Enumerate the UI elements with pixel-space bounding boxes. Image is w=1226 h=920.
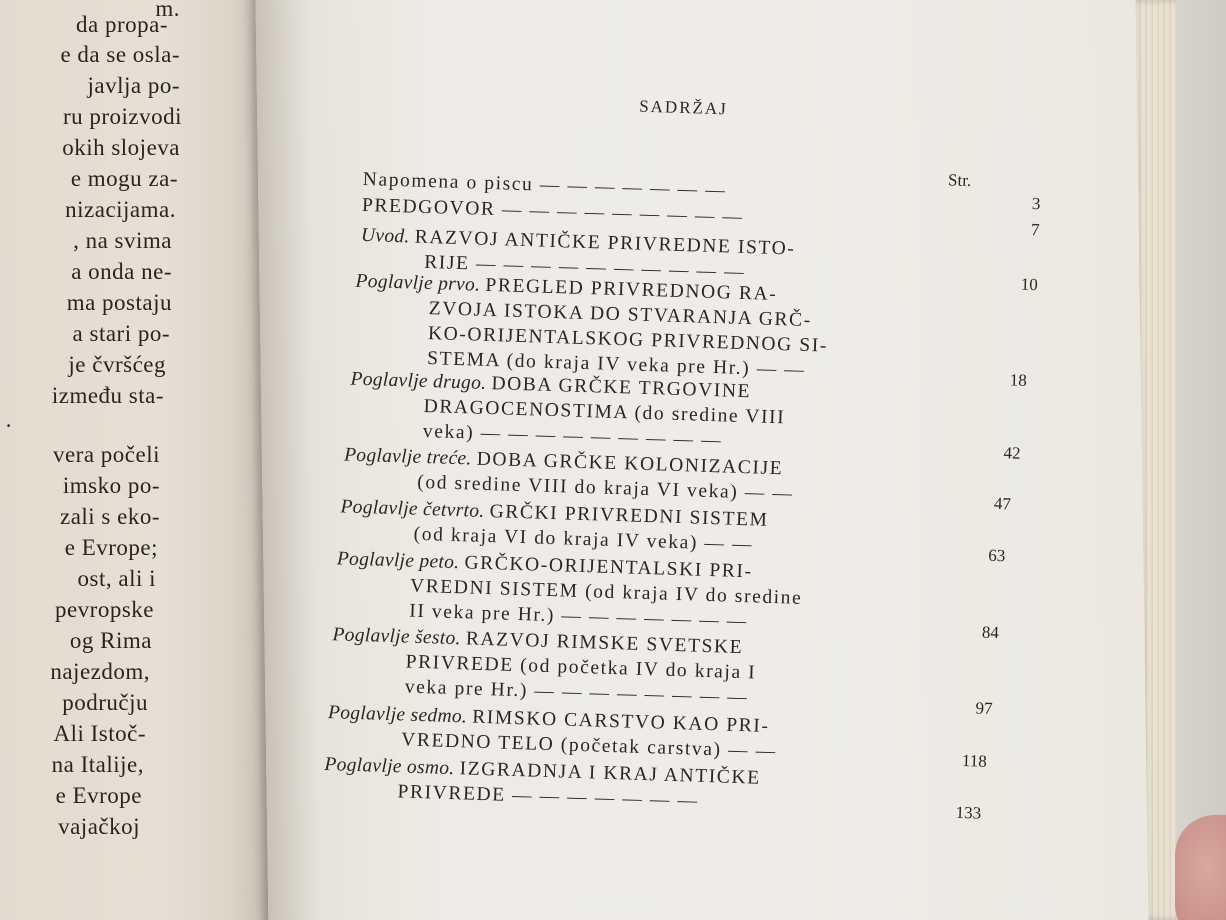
toc-entry-prefix: Poglavlje prvo. — [355, 270, 486, 296]
toc-entry-page: 84 — [981, 622, 1000, 643]
toc-entry-line: KO-ORIJENTALSKOG PRIVREDNOG SI- — [427, 323, 829, 357]
left-page-line: ost, ali i — [77, 566, 156, 591]
left-page-line: a stari po- — [72, 321, 170, 346]
toc-entry-page: 97 — [975, 698, 993, 718]
toc-entry-line: veka) — — — — — — — — — — [422, 420, 723, 452]
toc-entry-page: 10 — [1020, 274, 1039, 295]
left-page-line: ru proizvodi — [62, 104, 182, 129]
toc-entry-line: PRIVREDE (od početka IV do kraja I — [405, 651, 757, 684]
toc-entry-prefix: Poglavlje osmo. — [324, 754, 461, 780]
left-page-line: da propa- — [76, 12, 168, 37]
toc-title: SADRŽAJ — [638, 96, 729, 119]
toc-entry-prefix: Poglavlje sedmo. — [327, 702, 473, 728]
toc-entry-line: DRAGOCENOSTIMA (do sredine VIII — [423, 395, 786, 429]
toc-entry-prefix: Poglavlje treće. — [343, 444, 478, 470]
toc-entry-line: Napomena o piscu — — — — — — — — [362, 168, 727, 202]
toc-entry-page: 3 — [1031, 193, 1041, 214]
left-page-line: vera počeli — [52, 442, 160, 467]
toc-entry-line: DOBA GRČKE KOLONIZACIJE — [476, 448, 784, 480]
finger — [1175, 815, 1226, 920]
toc-entry-page: 118 — [961, 751, 988, 771]
toc-entry-line: GRČKO-ORIJENTALSKI PRI- — [464, 552, 753, 583]
left-page-line: okih slojeva — [62, 135, 180, 160]
toc-entry-page: 47 — [993, 493, 1012, 514]
left-page-line: na Italije, — [51, 752, 144, 777]
toc-entry-prefix: Poglavlje peto. — [336, 548, 465, 574]
toc-entry-line: RIJE — — — — — — — — — — — [423, 251, 746, 284]
toc-entry-line: RAZVOJ RIMSKE SVETSKE — [465, 628, 744, 659]
left-page-line: . — [5, 407, 12, 432]
toc-entry-page: 18 — [1009, 370, 1028, 390]
left-page-line: pevropske — [54, 597, 154, 622]
left-page-line: nizacijama. — [65, 197, 176, 222]
toc-entry-line: IZGRADNJA I KRAJ ANTIČKE — [459, 758, 761, 789]
left-page-line: području — [62, 690, 148, 715]
toc-entry-line: (od sredine VIII do kraja VI veka) — — — [416, 471, 794, 505]
left-page-line: e Evrope; — [64, 535, 158, 560]
left-page-line: a onda ne- — [71, 259, 172, 284]
left-page-line: između sta- — [51, 383, 164, 408]
toc-entry-page: 133 — [955, 802, 982, 823]
left-page-line: javlja po- — [87, 73, 180, 98]
left-page-line: imsko po- — [62, 473, 160, 498]
toc-entry-line: VREDNO TELO (početak carstva) — — — [400, 729, 778, 763]
toc-entry-line: ZVOJA ISTOKA DO STVARANJA GRČ- — [428, 298, 813, 332]
toc-entry-line: PREDGOVOR — — — — — — — — — — [361, 194, 744, 228]
left-page-line: m. — [155, 0, 180, 21]
toc-entry-line: RIMSKO CARSTVO KAO PRI- — [471, 706, 770, 737]
toc-entry-prefix: Poglavlje četvrto. — [340, 496, 490, 523]
toc-entry-page: 42 — [1003, 443, 1021, 463]
left-page-line: e Evrope — [55, 783, 142, 808]
toc-entry-page: 63 — [988, 545, 1006, 566]
toc-entry-prefix: Poglavlje drugo. — [350, 368, 492, 395]
toc-entry-line: DOBA GRČKE TRGOVINE — [491, 373, 752, 403]
toc-entry-line: veka pre Hr.) — — — — — — — — — [404, 676, 749, 709]
toc-entry-page: 7 — [1030, 219, 1040, 240]
toc-entry-line: PRIVREDE — — — — — — — — [397, 781, 699, 812]
left-page-line: e mogu za- — [70, 166, 178, 191]
toc-entry-line: RAZVOJ ANTIČKE PRIVREDNE ISTO- — [414, 226, 796, 260]
left-page-line: Ali Istoč- — [53, 721, 146, 746]
left-page-line: , na svima — [73, 228, 172, 253]
toc-entry-line: II veka pre Hr.) — — — — — — — — [408, 600, 749, 633]
left-page-line: najezdom, — [50, 659, 150, 684]
left-page-line: og Rima — [69, 628, 152, 653]
toc-entry-line: STEMA (do kraja IV veka pre Hr.) — — — [426, 348, 806, 381]
toc-entry-prefix: Poglavlje šesto. — [332, 624, 467, 650]
toc-entry-line: GRČKI PRIVREDNI SISTEM — [489, 501, 769, 531]
toc-entry-line: (od kraja VI do kraja IV veka) — — — [413, 523, 754, 556]
toc-entry-line: VREDNI SISTEM (od kraja IV do sredine — [409, 575, 803, 609]
left-page-line: je čvršćeg — [68, 352, 166, 377]
left-page-line: e da se osla- — [60, 42, 180, 67]
page-column-label: Str. — [947, 170, 972, 191]
left-page-line: ma postaju — [66, 290, 172, 315]
left-page-line: vajačkoj — [58, 814, 140, 839]
toc-entry-line: PREGLED PRIVREDNOG RA- — [485, 274, 778, 306]
toc-entry-prefix: Uvod. — [360, 224, 416, 248]
left-page-line: zali s eko- — [59, 504, 160, 529]
